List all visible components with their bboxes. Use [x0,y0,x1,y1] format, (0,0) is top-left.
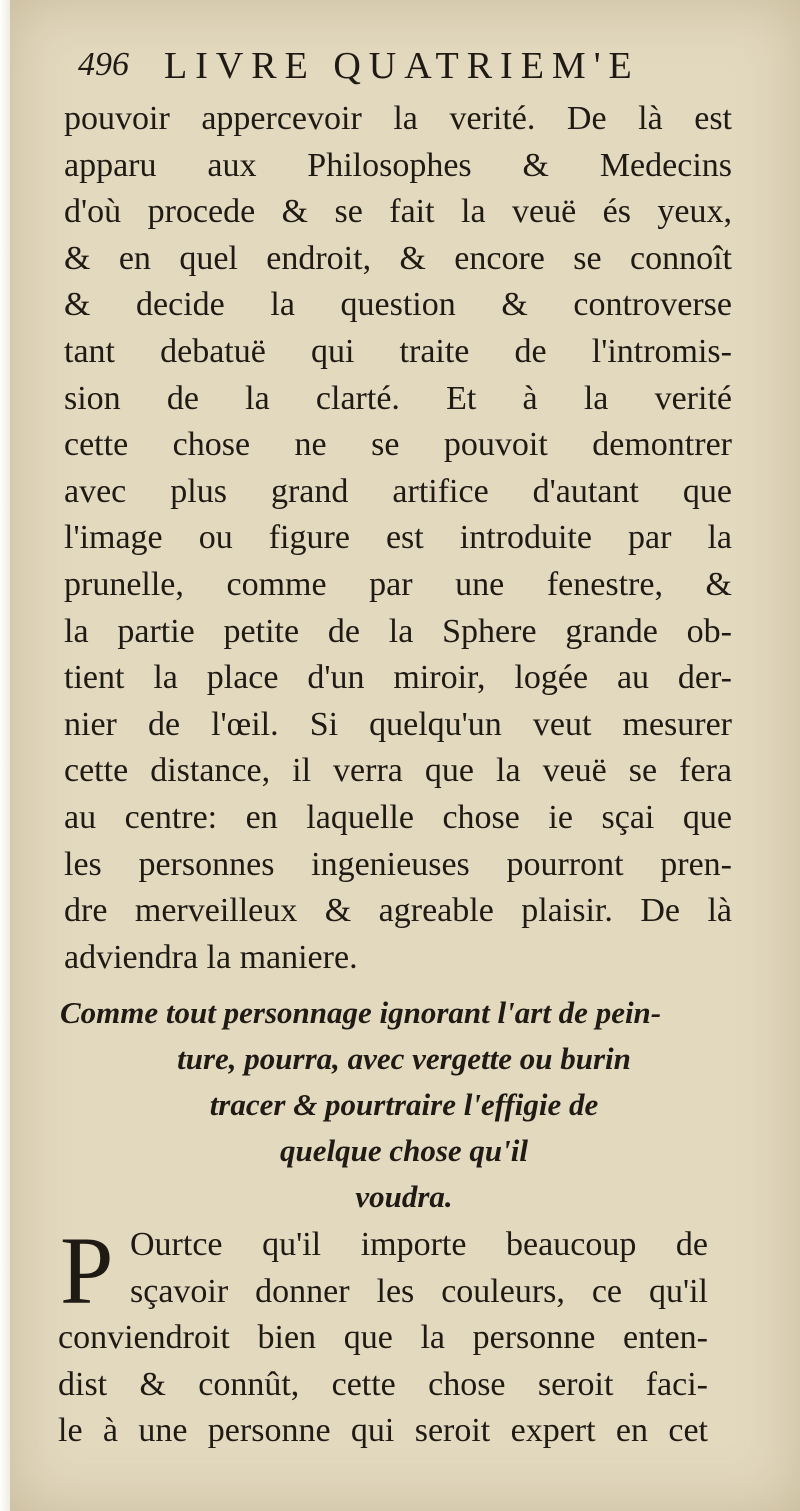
text-line: adviendra la maniere. [64,938,358,976]
text-line: cette chose ne se pouvoit demontrer [64,426,732,464]
page-gutter [0,0,10,1511]
text-line: les personnes ingenieuses pourront pren- [64,845,732,883]
text-line: avec plus grand artifice d'autant que [64,472,732,510]
text-line: prunelle, comme par une fenestre, & [64,565,732,603]
running-title: LIVRE QUATRIEM'E [164,45,640,87]
page-header [64,40,724,96]
text-line: & en quel endroit, & encore se connoît [64,239,732,277]
section-heading [44,990,764,1220]
text-line: au centre: en laquelle chose ie sçai que [64,798,732,836]
text-line: & decide la question & controverse [64,286,732,324]
heading-line: quelque chose qu'il [279,1133,528,1168]
text-line: d'où procede & se fait la veuë és yeux, [64,193,732,231]
text-line: sçavoir donner les couleurs, ce qu'il [130,1272,708,1310]
heading-line: voudra. [355,1179,453,1214]
text-line: dist & connût, cette chose seroit faci- [58,1365,708,1403]
text-line: tient la place d'un miroir, logée au der- [64,659,732,697]
text-line: conviendroit bien que la personne enten- [58,1319,708,1357]
text-line: le à une personne qui seroit expert en cet [58,1412,708,1450]
second-paragraph [58,1217,708,1455]
page-number: 496 [78,46,129,83]
text-line: la partie petite de la Sphere grande ob- [64,612,732,650]
text-line: sion de la clarté. Et à la verité [64,379,732,417]
heading-line: Comme tout personnage ignorant l'art de pein- [60,995,662,1030]
body-paragraph [64,96,732,981]
text-line: cette distance, il verra que la veuë se fera [64,752,732,790]
heading-line: tracer & pourtraire l'effigie de [209,1087,599,1122]
text-line: apparu aux Philosophes & Medecins [64,146,732,184]
text-line: pouvoir appercevoir la verité. De là est [64,100,732,137]
drop-cap: P [60,1217,114,1324]
heading-line: ture, pourra, avec vergette ou burin [177,1041,631,1076]
text-line: nier de l'œil. Si quelqu'un veut mesurer [64,705,732,743]
text-line: dre merveilleux & agreable plaisir. De là [64,892,732,930]
text-line: l'image ou figure est introduite par la [64,519,732,557]
text-line: Ourtce qu'il importe beaucoup de [130,1226,708,1263]
text-line: tant debatuë qui traite de l'intromis- [64,332,732,370]
